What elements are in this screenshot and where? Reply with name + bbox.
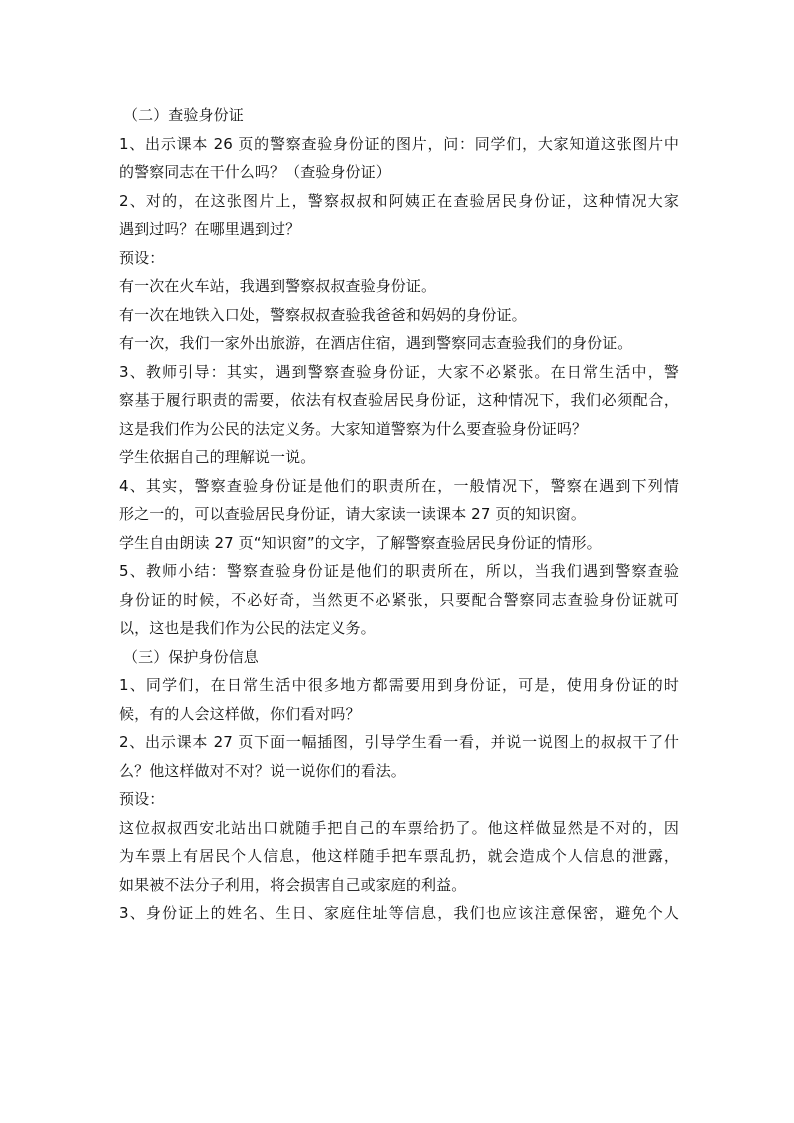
paragraph-line: 1、同学们，在日常生活中很多地方都需要用到身份证，可是，使用身份证的时 — [119, 676, 679, 694]
paragraph-line: 预设： — [119, 790, 165, 808]
paragraph-line: 如果被不法分子利用，将会损害自己或家庭的利益。 — [119, 875, 467, 894]
paragraph-line: 有一次在火车站，我遇到警察叔叔查验身份证。 — [119, 277, 437, 295]
paragraph-line: 学生自由朗读 27 页“知识窗”的文字，了解警察查验居民身份证的情形。 — [119, 533, 602, 552]
paragraph-line: 的警察同志在干什么吗？（查验身份证） — [119, 163, 391, 181]
paragraph-line: 察基于履行职责的需要，依法有权查验居民身份证，这种情况下，我们必须配合， — [119, 391, 679, 409]
paragraph-line: 2、出示课本 27 页下面一幅插图，引导学生看一看，并说一说图上的叔叔干了什 — [119, 733, 679, 751]
paragraph-line: 3、教师引导：其实，遇到警察查验身份证，大家不必紧张。在日常生活中，警 — [119, 362, 679, 381]
paragraph-line: 遇到过吗？在哪里遇到过？ — [119, 220, 301, 238]
section-heading: （二）查验身份证 — [123, 106, 244, 124]
paragraph-line: 这位叔叔西安北站出口就随手把自己的车票给扔了。他这样做显然是不对的，因 — [119, 818, 679, 837]
paragraph-line: 为车票上有居民个人信息，他这样随手把车票乱扔，就会造成个人信息的泄露， — [119, 847, 679, 865]
paragraph-line: 3、身份证上的姓名、生日、家庭住址等信息，我们也应该注意保密，避免个人 — [119, 904, 679, 922]
paragraph-line: 1、出示课本 26 页的警察查验身份证的图片，问：同学们，大家知道这张图片中 — [119, 134, 679, 153]
paragraph-line: 形之一的，可以查验居民身份证，请大家读一读课本 27 页的知识窗。 — [119, 505, 586, 523]
paragraph-line: 5、教师小结：警察查验身份证是他们的职责所在，所以，当我们遇到警察查验 — [119, 562, 679, 580]
paragraph-line: 4、其实，警察查验身份证是他们的职责所在，一般情况下，警察在遇到下列情 — [119, 476, 679, 495]
paragraph-line: 身份证的时候，不必好奇，当然更不必紧张，只要配合警察同志查验身份证就可 — [119, 590, 679, 609]
section-heading: （三）保护身份信息 — [123, 647, 259, 666]
paragraph-line: 预设： — [119, 248, 165, 267]
paragraph-line: 有一次在地铁入口处，警察叔叔查验我爸爸和妈妈的身份证。 — [119, 305, 527, 324]
paragraph-line: 有一次，我们一家外出旅游，在酒店住宿，遇到警察同志查验我们的身份证。 — [119, 334, 633, 352]
paragraph-line: 2、对的，在这张图片上，警察叔叔和阿姨正在查验居民身份证，这种情况大家 — [119, 191, 679, 210]
paragraph-line: 学生依据自己的理解说一说。 — [119, 448, 316, 466]
paragraph-line: 以，这也是我们作为公民的法定义务。 — [119, 619, 376, 637]
document-body — [119, 101, 679, 928]
paragraph-line: 候，有的人会这样做，你们看对吗？ — [119, 704, 361, 723]
paragraph-line: 这是我们作为公民的法定义务。大家知道警察为什么要查验身份证吗？ — [119, 419, 588, 438]
paragraph-line: 么？他这样做对不对？说一说你们的看法。 — [119, 761, 406, 780]
